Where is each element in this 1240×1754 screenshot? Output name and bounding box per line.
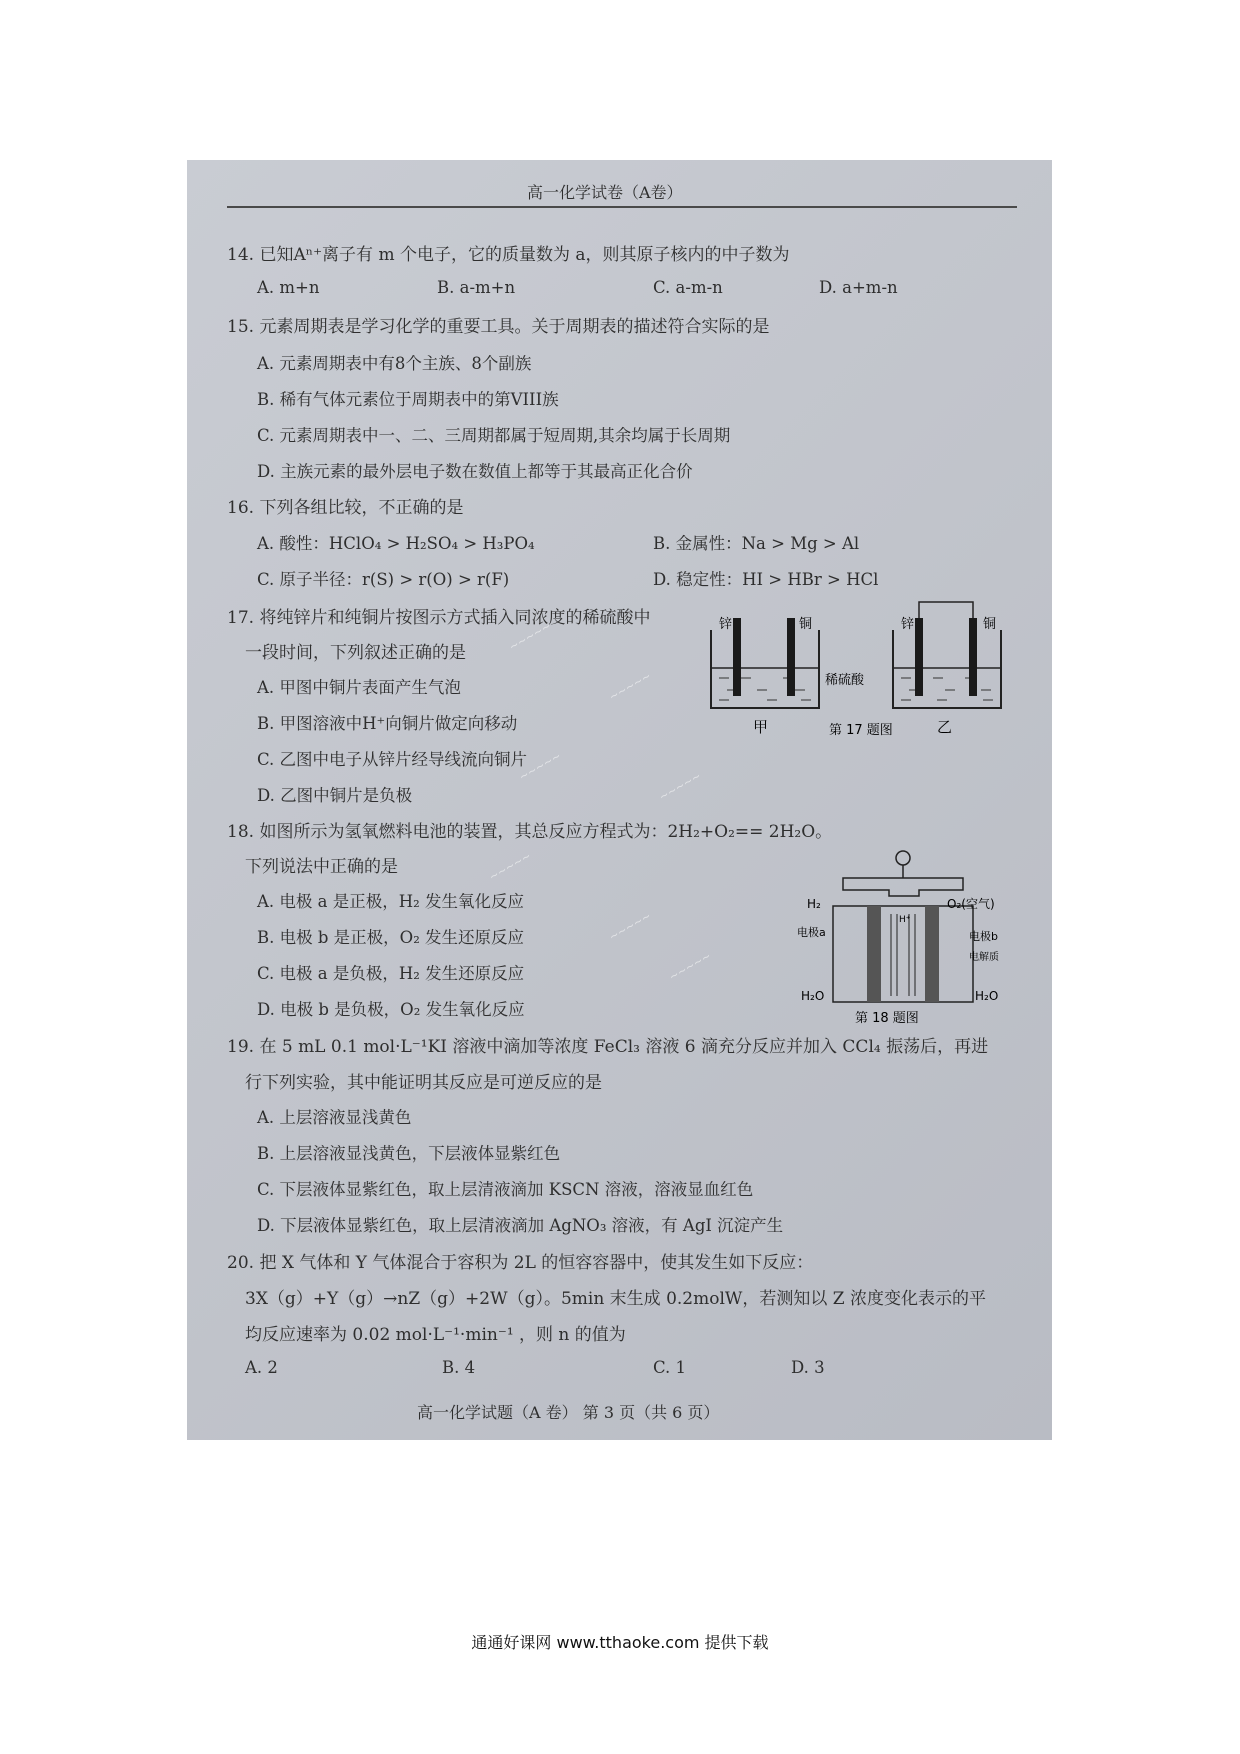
watermark-mark: ~~~~~ <box>606 669 654 704</box>
question-18-stem-2: 下列说法中正确的是 <box>245 857 398 877</box>
label-h2o-left: H₂O <box>801 989 825 1003</box>
q14-option-b: B. a-m+n <box>437 278 516 297</box>
q18-option-b: B. 电极 b 是正极，O₂ 发生还原反应 <box>257 928 525 947</box>
zinc-plate-jia <box>733 618 741 696</box>
question-20-stem-2: 3X（g）+Y（g）→nZ（g）+2W（g）。5min 末生成 0.2molW，若测知以 Z 浓度变化表示的平 <box>245 1289 987 1309</box>
label-cu-yi: 铜 <box>983 617 997 632</box>
label-o2-in: O₂(空气) <box>947 897 995 911</box>
q17-option-c: C. 乙图中电子从锌片经导线流向铜片 <box>257 750 528 769</box>
q19-option-c: C. 下层液体显紫红色，取上层清液滴加 KSCN 溶液，溶液显血红色 <box>257 1180 754 1199</box>
q14-option-a: A. m+n <box>257 278 320 297</box>
site-footer: 通通好课网 www.tthaoke.com 提供下载 <box>471 1633 769 1652</box>
label-h2-in: H₂ <box>807 897 821 911</box>
h-plus-label: H⁺ <box>899 915 911 925</box>
q20-option-d: D. 3 <box>791 1358 825 1377</box>
q18-option-a: A. 电极 a 是正极，H₂ 发生氧化反应 <box>257 892 524 911</box>
q20-option-a: A. 2 <box>245 1358 278 1377</box>
question-14-stem: 14. 已知Aⁿ⁺离子有 m 个电子，它的质量数为 a，则其原子核内的中子数为 <box>227 245 790 265</box>
q16-option-d: D. 稳定性：HI > HBr > HCl <box>653 570 879 589</box>
q15-option-d: D. 主族元素的最外层电子数在数值上都等于其最高正化合价 <box>257 462 693 481</box>
q20-option-b: B. 4 <box>442 1358 476 1377</box>
q15-option-b: B. 稀有气体元素位于周期表中的第VIII族 <box>257 390 559 409</box>
q17-option-a: A. 甲图中铜片表面产生气泡 <box>257 678 461 697</box>
figure-18-caption: 第 18 题图 <box>855 1011 919 1025</box>
label-electrolyte: 电解质 <box>969 952 999 963</box>
watermark-mark: ~~~~~ <box>656 769 704 804</box>
q17-option-b: B. 甲图溶液中H⁺向铜片做定向移动 <box>257 714 518 733</box>
q14-option-c: C. a-m-n <box>653 278 723 297</box>
electrode-b <box>925 906 939 1002</box>
label-electrode-a: 电极a <box>797 926 826 939</box>
label-acid: 稀硫酸 <box>825 673 865 688</box>
q19-option-a: A. 上层溶液显浅黄色 <box>257 1108 412 1127</box>
question-20-stem: 20. 把 X 气体和 Y 气体混合于容积为 2L 的恒容容器中，使其发生如下反应： <box>227 1253 814 1273</box>
header-title: 高一化学试卷（A卷） <box>527 183 683 202</box>
label-electrode-b: 电极b <box>969 930 998 943</box>
figure-17-caption: 第 17 题图 <box>829 723 893 738</box>
label-yi: 乙 <box>937 718 953 736</box>
watermark-mark: ~~~~~ <box>606 909 654 944</box>
label-cu-jia: 铜 <box>799 617 813 632</box>
q16-option-a: A. 酸性：HClO₄ > H₂SO₄ > H₃PO₄ <box>257 534 535 553</box>
q17-option-d: D. 乙图中铜片是负极 <box>257 786 413 805</box>
question-18-stem: 18. 如图所示为氢氧燃料电池的装置，其总反应方程式为：2H₂+O₂== 2H₂O。 <box>227 822 833 842</box>
wire-yi <box>919 602 973 618</box>
copper-plate-yi <box>969 618 977 696</box>
q18-option-d: D. 电极 b 是负极，O₂ 发生氧化反应 <box>257 1000 525 1019</box>
label-jia: 甲 <box>753 718 769 736</box>
watermark-mark: ~~~~~ <box>486 849 534 884</box>
q14-option-d: D. a+m-n <box>819 278 898 297</box>
q15-option-c: C. 元素周期表中一、二、三周期都属于短周期,其余均属于长周期 <box>257 426 731 445</box>
watermark-mark: ~~~~~ <box>506 619 554 654</box>
header-rule <box>227 206 1017 208</box>
copper-plate-jia <box>787 618 795 696</box>
label-h2o-right: H₂O <box>975 989 999 1003</box>
q16-option-c: C. 原子半径：r(S) > r(O) > r(F) <box>257 570 510 589</box>
q18-option-c: C. 电极 a 是负极，H₂ 发生还原反应 <box>257 964 525 983</box>
watermark-mark: ~~~~~ <box>666 949 714 984</box>
q16-option-b: B. 金属性：Na > Mg > Al <box>653 534 860 553</box>
figure-18 <box>797 850 1012 1025</box>
q19-option-b: B. 上层溶液显浅黄色，下层液体显紫红色 <box>257 1144 561 1163</box>
q20-option-c: C. 1 <box>653 1358 687 1377</box>
bulb-icon <box>896 851 910 865</box>
question-17-stem: 17. 将纯锌片和纯铜片按图示方式插入同浓度的稀硫酸中 <box>227 608 651 628</box>
question-19-stem-2: 行下列实验，其中能证明其反应是可逆反应的是 <box>245 1073 602 1093</box>
figure-17 <box>707 600 1007 745</box>
q19-option-d: D. 下层液体显紫红色，取上层清液滴加 AgNO₃ 溶液，有 AgI 沉淀产生 <box>257 1216 784 1235</box>
q15-option-a: A. 元素周期表中有8个主族、8个副族 <box>257 354 532 373</box>
zinc-plate-yi <box>915 618 923 696</box>
watermark-mark: ~~~~~ <box>516 749 564 784</box>
question-17-stem-2: 一段时间，下列叙述正确的是 <box>245 643 466 663</box>
question-16-stem: 16. 下列各组比较，不正确的是 <box>227 498 464 518</box>
exam-page-photo <box>187 160 1052 1440</box>
electrode-a <box>867 906 881 1002</box>
question-20-stem-3: 均反应速率为 0.02 mol·L⁻¹·min⁻¹ ，则 n 的值为 <box>245 1325 626 1345</box>
question-15-stem: 15. 元素周期表是学习化学的重要工具。关于周期表的描述符合实际的是 <box>227 317 770 337</box>
external-circuit <box>843 878 963 896</box>
question-19-stem: 19. 在 5 mL 0.1 mol·L⁻¹KI 溶液中滴加等浓度 FeCl₃ 溶液 6 滴充分反应并加入 CCl₄ 振荡后，再进 <box>227 1037 989 1057</box>
page-footer: 高一化学试题（A 卷） 第 3 页（共 6 页） <box>417 1403 720 1422</box>
label-zn-jia: 锌 <box>719 617 733 632</box>
label-zn-yi: 锌 <box>901 617 915 632</box>
